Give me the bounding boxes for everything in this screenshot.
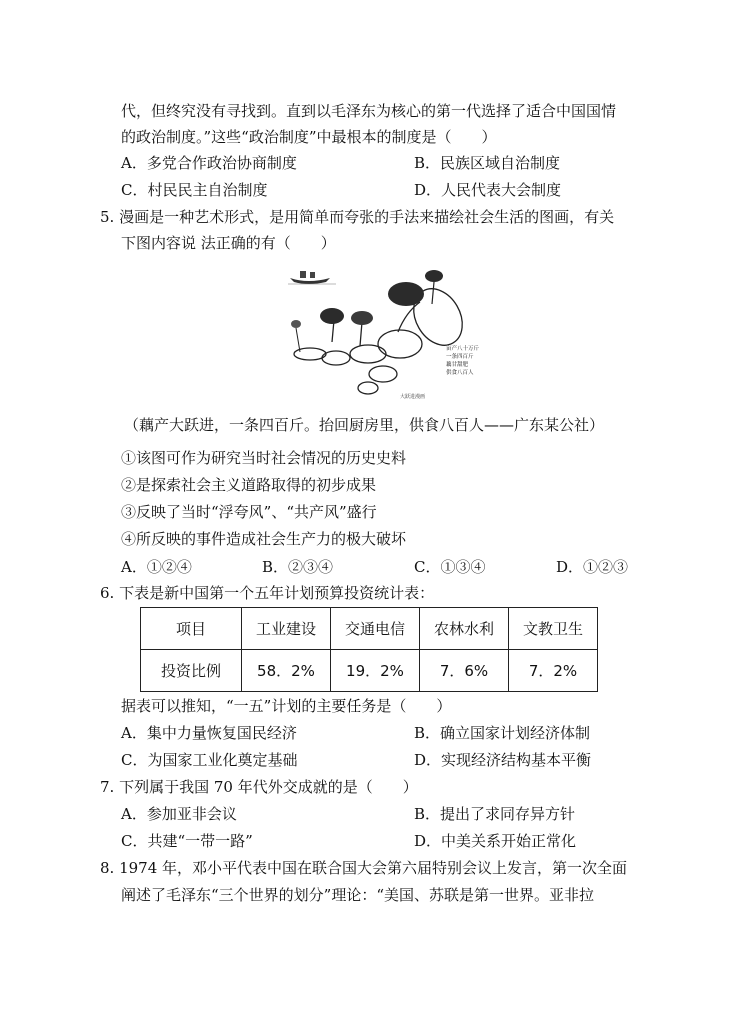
table-cell: 7．6% [420,650,509,692]
q7-line-1: 7. 下列属于我国 70 年代外交成就的是（ ） [100,778,418,796]
q7-option-b: B．提出了求同存异方针 [414,805,576,823]
q7-option-c: C．共建“一带一路” [121,832,253,850]
q6-option-c: C．为国家工业化奠定基础 [121,751,298,769]
q4-option-c: C．村民民主自治制度 [121,181,268,199]
q7-option-d: D．中美关系开始正常化 [414,832,577,850]
table-header-cell: 交通电信 [331,608,420,650]
svg-text:亩产八十万斤: 亩产八十万斤 [446,346,480,352]
q8-line-2: 阐述了毛泽东“三个世界的划分”理论：“美国、苏联是第一世界。亚非拉 [121,886,595,904]
q5-option-a: A．①②④ [121,558,192,576]
table-header-cell: 文教卫生 [509,608,598,650]
q6-line-1: 6. 下表是新中国第一个五年计划预算投资统计表： [100,584,435,602]
q5-option-b: B．②③④ [262,558,334,576]
q4-line-1: 代，但终究没有寻找到。直到以毛泽东为核心的第一代选择了适合中国国情 [121,102,617,120]
table-cell: 投资比例 [141,650,242,692]
q5-option-d: D．①②③ [556,558,629,576]
q5-line-1: 5. 漫画是一种艺术形式，是用简单而夸张的手法来描绘社会生活的图画，有关 [100,208,615,226]
lotus-root-cartoon [288,262,488,402]
q6-option-d: D．实现经济结构基本平衡 [414,751,592,769]
q5-line-2: 下图内容说 法正确的有（ ） [121,234,336,252]
q6-option-b: B．确立国家计划经济体制 [414,724,591,742]
table-cell: 7．2% [509,650,598,692]
q6-line-2: 据表可以推知，“一五”计划的主要任务是（ ） [121,697,452,715]
svg-text:藕甘甜肥: 藕甘甜肥 [446,362,469,368]
table-header-row [141,608,598,650]
svg-text:供食八百人: 供食八百人 [446,370,474,376]
q5-statement-4: ④所反映的事件造成社会生产力的极大破坏 [121,530,407,548]
q5-option-c: C．①③④ [414,558,486,576]
q5-statement-1: ①该图可作为研究当时社会情况的历史史料 [121,449,407,467]
q5-statement-3: ③反映了当时“浮夸风”、“共产风”盛行 [121,503,377,521]
q8-line-1: 8. 1974 年，邓小平代表中国在联合国大会第六届特别会议上发言，第一次全面 [100,859,628,877]
cartoon-footer: 大跃进漫画 [400,394,426,400]
cartoon-caption: （藕产大跃进，一条四百斤。抬回厨房里，供食八百人——广东某公社） [124,416,605,434]
table-header-cell: 农林水利 [420,608,509,650]
q4-line-2: 的政治制度。”这些“政治制度”中最根本的制度是（ ） [121,128,497,146]
table-cell: 19．2% [331,650,420,692]
q4-option-b: B．民族区域自治制度 [414,154,561,172]
boat-icon [288,271,336,284]
q4-option-d: D．人民代表大会制度 [414,181,562,199]
svg-text:一条四百斤: 一条四百斤 [446,354,474,360]
q4-option-a: A．多党合作政治协商制度 [121,154,297,172]
q7-option-a: A．参加亚非会议 [121,805,237,823]
investment-table [140,607,598,692]
cartoon-inscription [446,344,480,376]
table-header-cell: 项目 [141,608,242,650]
table-header-cell: 工业建设 [242,608,331,650]
table-cell: 58．2% [242,650,331,692]
q6-option-a: A．集中力量恢复国民经济 [121,724,297,742]
q5-statement-2: ②是探索社会主义道路取得的初步成果 [121,476,377,494]
table-row [141,650,598,692]
